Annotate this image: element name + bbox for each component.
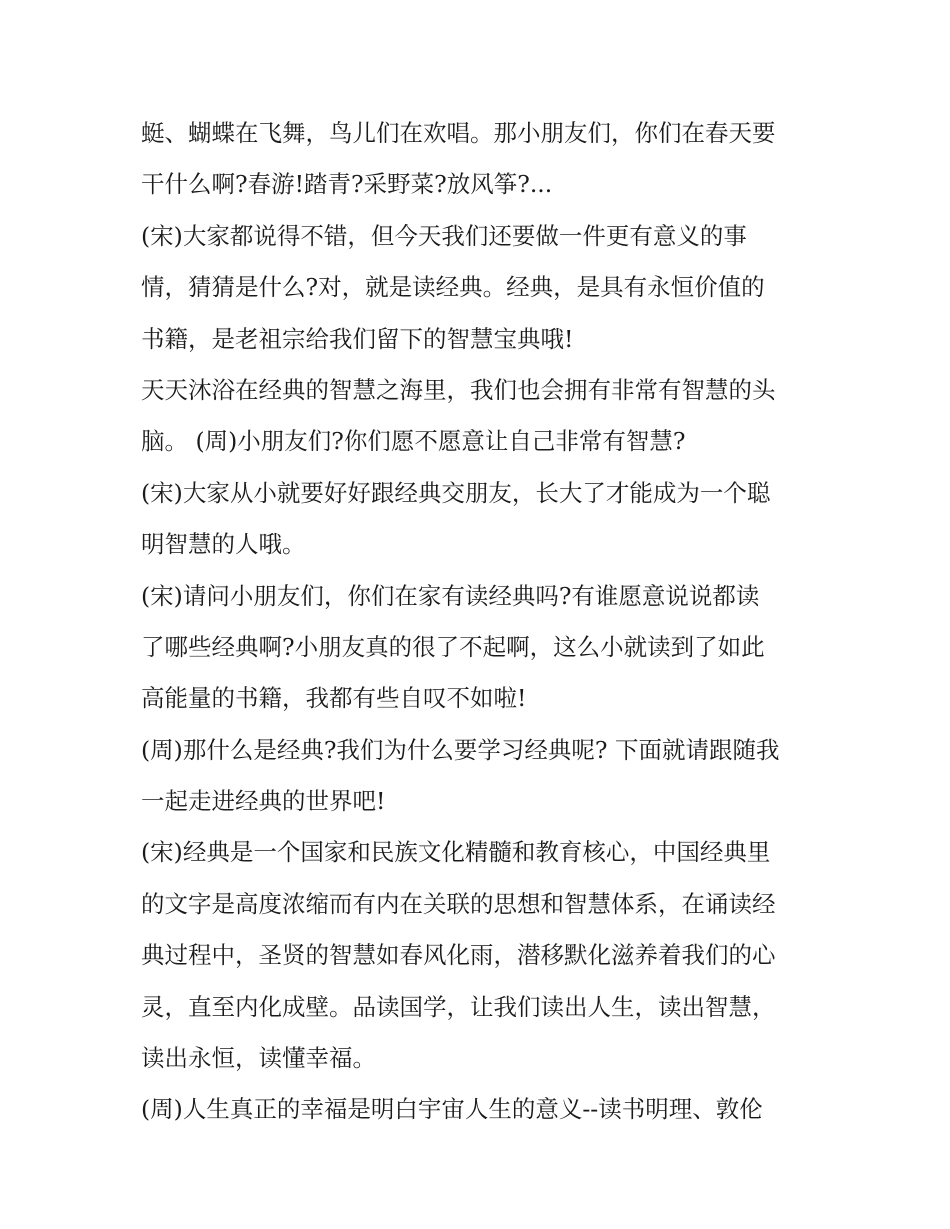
text-line: 灵，直至内化成壁。品读国学，让我们读出人生，读出智慧，: [141, 992, 776, 1021]
text-line: 脑。 (周)小朋友们?你们愿不愿意让自己非常有智慧?: [141, 427, 686, 456]
text-line: (宋)大家都说得不错，但今天我们还要做一件更有意义的事: [141, 221, 747, 250]
text-line: 天天沐浴在经典的智慧之海里，我们也会拥有非常有智慧的头: [141, 375, 776, 404]
text-line: 典过程中，圣贤的智慧如春风化雨，潜移默化滋养着我们的心: [141, 941, 776, 970]
text-line: (周)那什么是经典?我们为什么要学习经典呢? 下面就请跟随我: [141, 735, 780, 764]
text-line: 读出永恒，读懂幸福。: [141, 1044, 376, 1073]
text-line: 蜓、蝴蝶在飞舞，鸟儿们在欢唱。那小朋友们，你们在春天要: [141, 119, 776, 147]
text-line: 高能量的书籍，我都有些自叹不如啦!: [141, 684, 527, 713]
text-line: 干什么啊?春游!踏青?采野菜?放风筝?...: [141, 170, 553, 199]
text-line: (宋)经典是一个国家和民族文化精髓和教育核心，中国经典里: [141, 838, 771, 867]
text-line: 明智慧的人哦。: [141, 530, 306, 559]
text-line: 一起走进经典的世界吧!: [141, 787, 386, 816]
text-line: 情，猜猜是什么?对，就是读经典。经典，是具有永恒价值的: [141, 273, 765, 302]
document-body: [141, 108, 821, 1136]
text-line: (宋)大家从小就要好好跟经典交朋友，长大了才能成为一个聪: [141, 478, 771, 507]
text-line: 了哪些经典啊?小朋友真的很了不起啊，这么小就读到了如此: [141, 632, 765, 661]
text-line: (周)人生真正的幸福是明白宇宙人生的意义--读书明理、敦伦: [141, 1095, 763, 1124]
text-line: 的文字是高度浓缩而有内在关联的思想和智慧体系，在诵读经: [141, 889, 776, 918]
text-line: (宋)请问小朋友们，你们在家有读经典吗?有谁愿意说说都读: [141, 581, 760, 610]
text-line: 书籍，是老祖宗给我们留下的智慧宝典哦!: [141, 324, 574, 353]
